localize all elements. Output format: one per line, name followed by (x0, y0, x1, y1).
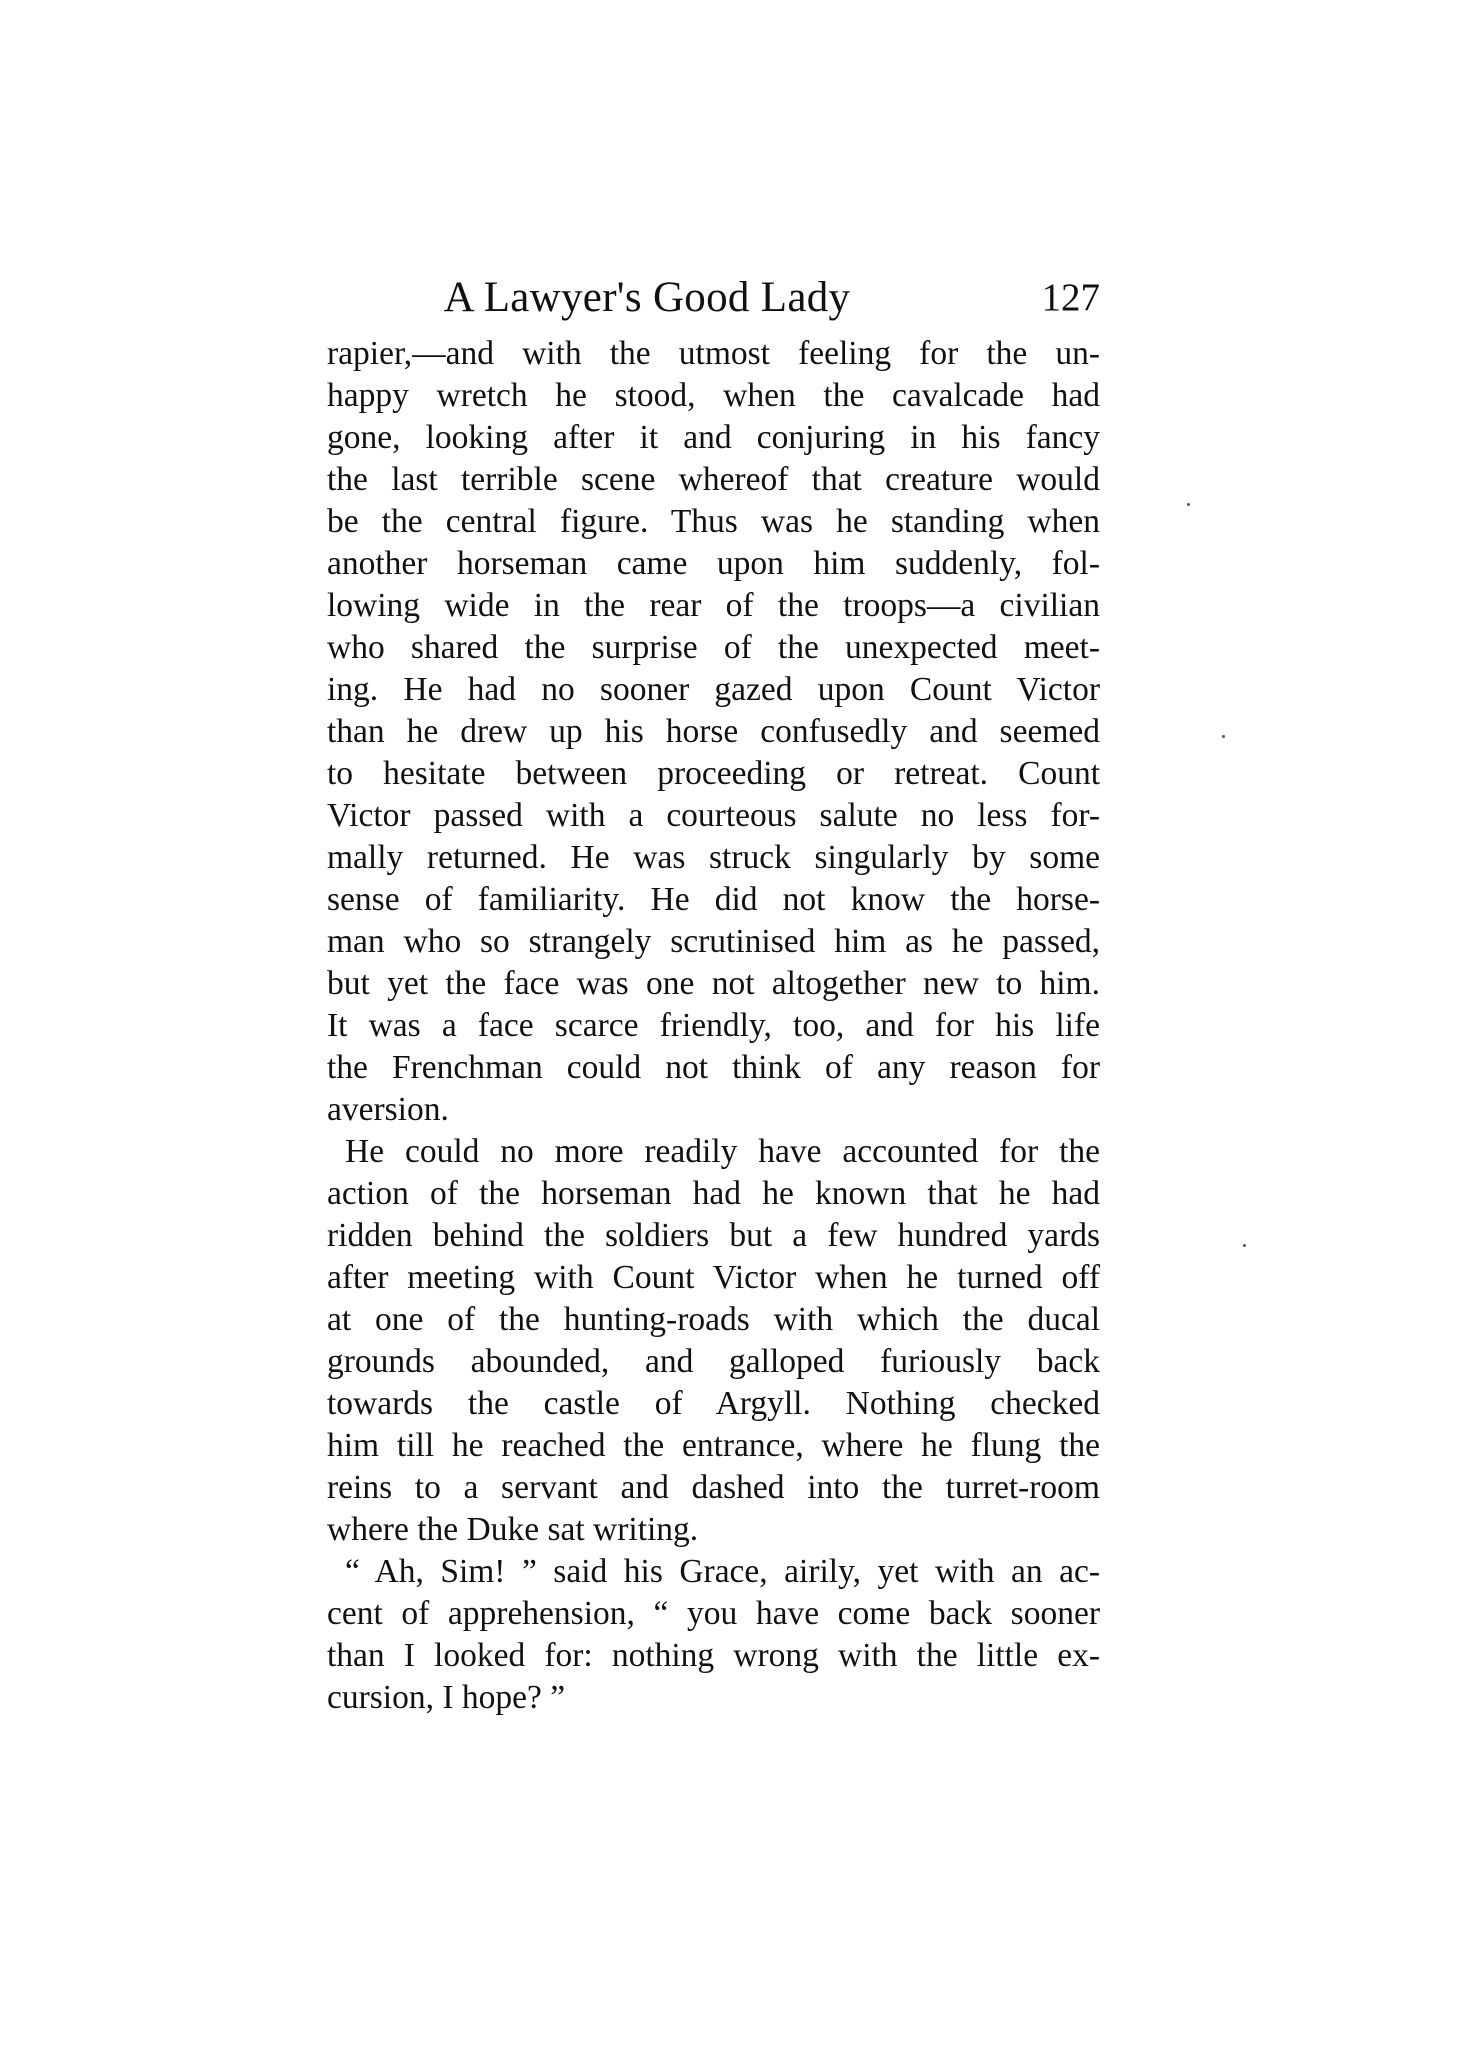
paragraph-start-line: “ Ah, Sim! ” said his Grace, airily, yet with an ac- (345, 1553, 1100, 1590)
text-line: the Frenchman could not think of any reason for (327, 1049, 1100, 1086)
text-line: mally returned. He was struck singularly by some (327, 839, 1100, 876)
text-line: grounds abounded, and galloped furiously back (327, 1343, 1100, 1380)
text-line: the last terrible scene whereof that creature would (327, 461, 1100, 498)
text-line: Victor passed with a courteous salute no less for- (327, 797, 1100, 834)
text-line: him till he reached the entrance, where he flung the (327, 1427, 1100, 1464)
text-line: than I looked for: nothing wrong with the little ex- (327, 1637, 1100, 1674)
text-line: sense of familiarity. He did not know the horse- (327, 881, 1100, 918)
text-line: happy wretch he stood, when the cavalcade had (327, 377, 1100, 414)
text-line: after meeting with Count Victor when he turned off (327, 1259, 1100, 1296)
text-line: towards the castle of Argyll. Nothing checked (327, 1385, 1100, 1422)
text-line: who shared the surprise of the unexpected meet- (327, 629, 1100, 666)
paragraph-end-line: aversion. (327, 1091, 449, 1128)
body-text (327, 333, 1100, 1719)
text-line: be the central figure. Thus was he standing when (327, 503, 1100, 540)
text-line: at one of the hunting-roads with which the ducal (327, 1301, 1100, 1338)
text-line: to hesitate between proceeding or retreat. Count (327, 755, 1100, 792)
text-line: cent of apprehension, “ you have come back sooner (327, 1595, 1100, 1632)
scan-speck (1187, 503, 1190, 506)
running-title: A Lawyer's Good Lady (443, 274, 851, 321)
paragraph-end-line: where the Duke sat writing. (327, 1511, 699, 1548)
paragraph-end-line: cursion, I hope? ” (327, 1679, 566, 1716)
page-number: 127 (1041, 276, 1100, 319)
scan-speck (1243, 1244, 1246, 1247)
text-line: lowing wide in the rear of the troops—a civilian (327, 587, 1100, 624)
text-line: gone, looking after it and conjuring in his fancy (327, 419, 1100, 456)
text-line: ridden behind the soldiers but a few hundred yards (327, 1217, 1100, 1254)
text-line: but yet the face was one not altogether new to him. (327, 965, 1100, 1002)
text-line: rapier,—and with the utmost feeling for the un- (327, 335, 1100, 372)
text-line: than he drew up his horse confusedly and seemed (327, 713, 1100, 750)
page-header (327, 268, 1100, 328)
text-line: ing. He had no sooner gazed upon Count Victor (327, 671, 1100, 708)
text-line: It was a face scarce friendly, too, and for his life (327, 1007, 1100, 1044)
scan-speck (1222, 735, 1225, 738)
paragraph-start-line: He could no more readily have accounted for the (345, 1133, 1100, 1170)
text-line: action of the horseman had he known that he had (327, 1175, 1100, 1212)
text-line: man who so strangely scrutinised him as he passed, (327, 923, 1100, 960)
text-line: another horseman came upon him suddenly, fol- (327, 545, 1100, 582)
text-line: reins to a servant and dashed into the turret-room (327, 1469, 1100, 1506)
